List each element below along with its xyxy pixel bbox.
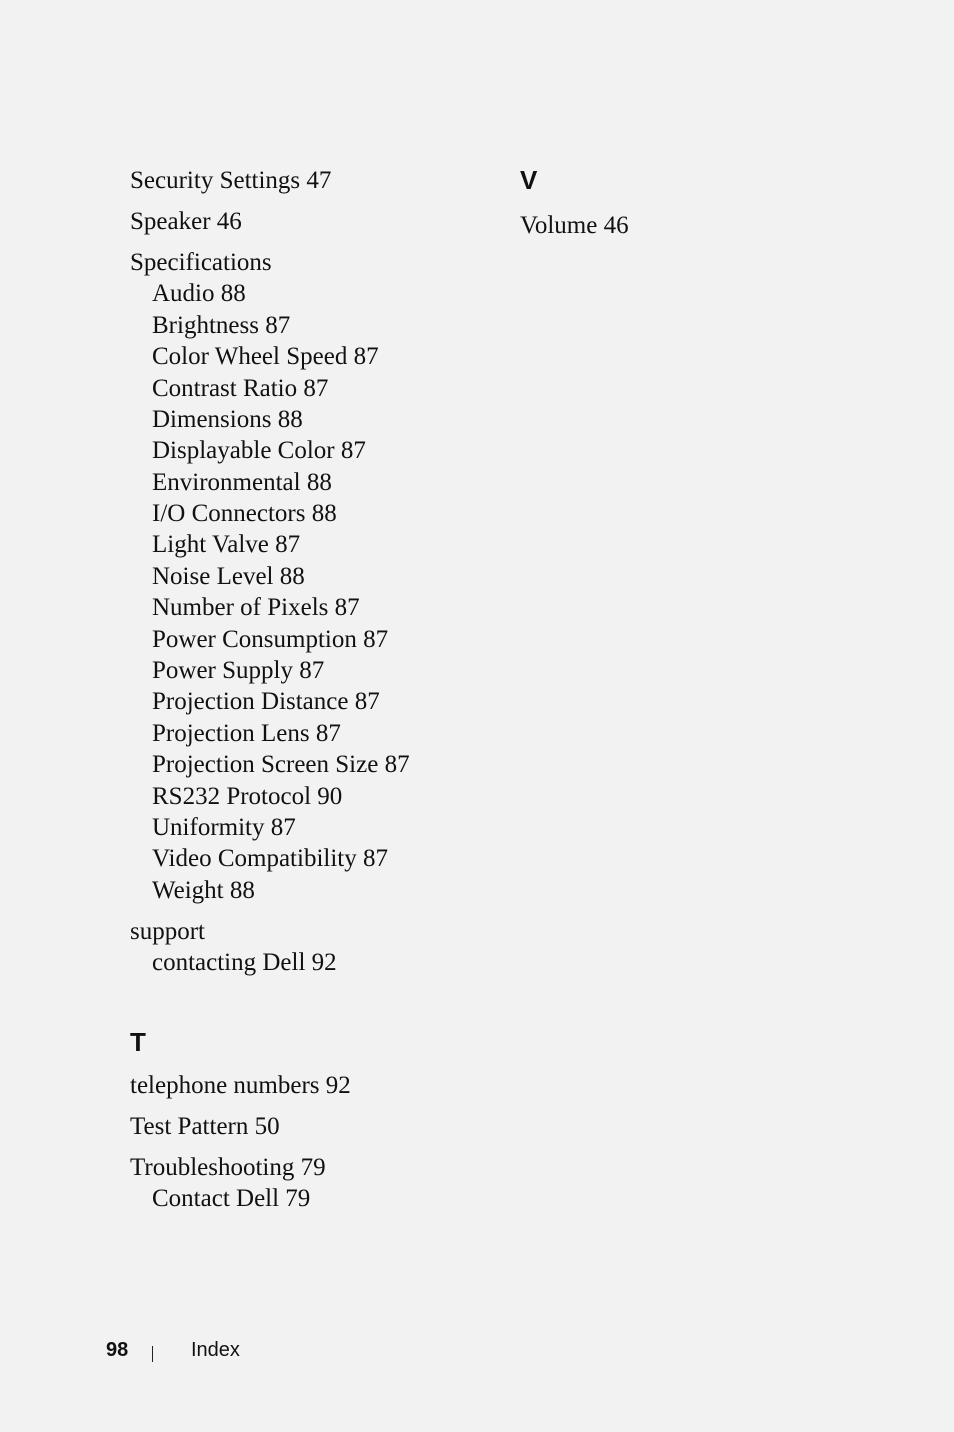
index-entry <box>130 1070 490 1101</box>
index-subterm: Video Compatibility 87 <box>152 845 388 873</box>
index-subterm: RS232 Protocol 90 <box>152 782 343 810</box>
index-term: Volume 46 <box>520 212 629 239</box>
index-subterm: Number of Pixels 87 <box>152 594 360 622</box>
page-footer <box>106 1336 240 1364</box>
index-entry <box>130 206 490 237</box>
index-entry <box>130 1152 490 1215</box>
index-term: Troubleshooting 79 <box>130 1153 326 1181</box>
index-subterm: Noise Level 88 <box>152 562 305 590</box>
index-term: telephone numbers 92 <box>130 1071 351 1099</box>
index-term: support <box>130 917 205 945</box>
index-entry <box>130 1111 490 1142</box>
index-subterm: Power Supply 87 <box>152 657 325 685</box>
index-subterm: Brightness 87 <box>152 311 291 339</box>
page-number: 98 <box>106 1339 129 1361</box>
index-column-right <box>520 165 880 241</box>
index-entry <box>520 210 880 241</box>
index-term: Security Settings 47 <box>130 167 332 194</box>
index-term: Specifications <box>130 248 272 276</box>
index-subterm: Dimensions 88 <box>152 405 303 433</box>
section-name: Index <box>191 1339 240 1361</box>
index-entry <box>130 247 490 906</box>
index-subterm: Contact Dell 79 <box>152 1184 311 1212</box>
index-subterm: Projection Lens 87 <box>152 719 341 747</box>
index-subterm: Light Valve 87 <box>152 531 301 559</box>
index-subterm: Audio 88 <box>152 280 246 308</box>
index-subterm: Contrast Ratio 87 <box>152 374 329 402</box>
index-column-left <box>130 165 490 1214</box>
index-subterm: Displayable Color 87 <box>152 437 366 465</box>
index-subterm: Uniformity 87 <box>152 814 296 841</box>
index-subterm: Power Consumption 87 <box>152 625 389 653</box>
index-subterm: Projection Screen Size 87 <box>152 751 410 779</box>
index-section-letter: V <box>520 165 538 195</box>
index-subterm: Color Wheel Speed 87 <box>152 343 379 371</box>
index-subterm: Projection Distance 87 <box>152 688 380 716</box>
index-subterm: Environmental 88 <box>152 468 332 496</box>
index-term: Speaker 46 <box>130 207 242 235</box>
index-subterm: Weight 88 <box>152 876 255 904</box>
index-section-letter: T <box>130 1026 146 1057</box>
index-subterm: I/O Connectors 88 <box>152 500 337 528</box>
index-subterm: contacting Dell 92 <box>152 949 337 977</box>
index-term: Test Pattern 50 <box>130 1112 280 1140</box>
index-entry <box>130 165 490 196</box>
index-entry <box>130 916 490 979</box>
footer-divider <box>152 1346 153 1362</box>
